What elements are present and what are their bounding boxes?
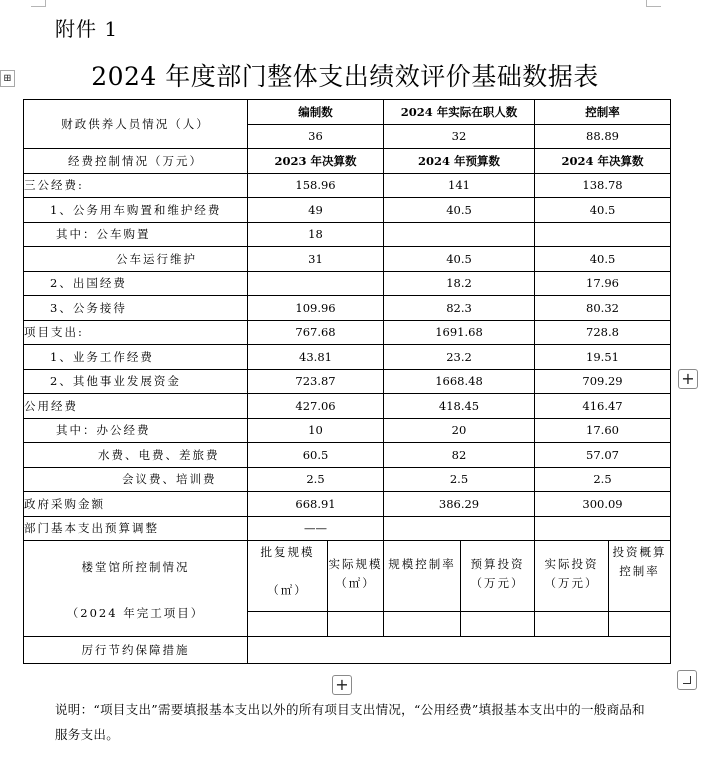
table-row — [24, 443, 671, 468]
row-value-2023: 767.68 — [248, 320, 384, 345]
row-value-2023: 109.96 — [248, 296, 384, 321]
row-value-2024-final: 2.5 — [535, 467, 671, 492]
row-label: 其中：办公经费 — [24, 418, 248, 443]
building-value-cell[interactable] — [248, 612, 328, 637]
building-header-scale-rate: 规模控制率 — [384, 541, 461, 612]
add-column-button[interactable] — [678, 369, 698, 389]
table-row — [24, 296, 671, 321]
row-label: 1、公务用车购置和维护经费 — [24, 198, 248, 223]
row-value-2024-final: 138.78 — [535, 173, 671, 198]
row-label: 水费、电费、差旅费 — [24, 443, 248, 468]
page-title: 2024 年度部门整体支出绩效评价基础数据表 — [91, 62, 599, 91]
row-value-2024-final: 709.29 — [535, 369, 671, 394]
row-value-2023: 31 — [248, 247, 384, 272]
data-table — [23, 99, 671, 664]
table-row — [24, 418, 671, 443]
row-value-2024-budget: 418.45 — [384, 394, 535, 419]
row-value-2024-budget: 82.3 — [384, 296, 535, 321]
move-cross-icon: ⊞ — [3, 73, 12, 84]
row-value-2023: 427.06 — [248, 394, 384, 419]
building-value-cell[interactable] — [328, 612, 384, 637]
funds-header-2024-budget: 2024 年预算数 — [384, 149, 535, 174]
building-label: 楼堂馆所控制情况 — [81, 560, 190, 574]
row-value-2024-budget: 141 — [384, 173, 535, 198]
table-row — [24, 320, 671, 345]
row-value-2024-final — [535, 222, 671, 247]
row-label: 公车运行维护 — [24, 247, 248, 272]
building-header-invest-rate: 投资概算控制率 — [609, 541, 671, 612]
row-value-2024-final: 40.5 — [535, 198, 671, 223]
row-label: 会议费、培训费 — [24, 467, 248, 492]
table-row — [24, 369, 671, 394]
row-value-2024-final: 300.09 — [535, 492, 671, 517]
row-value-2023: 10 — [248, 418, 384, 443]
row-value-2024-budget — [384, 222, 535, 247]
row-value-2023: 49 — [248, 198, 384, 223]
building-header-actual-invest: 实际投资（万元） — [535, 541, 609, 612]
building-header-actual-scale: 实际规模（㎡） — [328, 541, 384, 612]
row-value-2024-final: 19.51 — [535, 345, 671, 370]
building-value-cell[interactable] — [609, 612, 671, 637]
page-corner-mark-left — [31, 0, 46, 7]
thrift-measures-value[interactable] — [248, 636, 671, 663]
row-value-2023: 668.91 — [248, 492, 384, 517]
row-label: 政府采购金额 — [24, 492, 248, 517]
table-row — [24, 516, 671, 541]
table-row — [24, 345, 671, 370]
plus-icon: + — [681, 369, 695, 388]
table-resize-handle[interactable] — [677, 670, 697, 690]
row-label: 三公经费: — [24, 173, 248, 198]
row-value-2023: 18 — [248, 222, 384, 247]
row-value-2024-final: 40.5 — [535, 247, 671, 272]
table-row — [24, 467, 671, 492]
row-value-2023 — [248, 271, 384, 296]
row-value-2023: 43.81 — [248, 345, 384, 370]
budget-adjust-label: 部门基本支出预算调整 — [24, 516, 248, 541]
budget-adjust-value: —— — [248, 516, 384, 541]
row-value-2024-final: 416.47 — [535, 394, 671, 419]
row-value-2023: 158.96 — [248, 173, 384, 198]
table-move-handle[interactable] — [0, 70, 15, 87]
staff-header-actual: 2024 年实际在职人数 — [384, 100, 535, 125]
row-value-2024-final: 17.60 — [535, 418, 671, 443]
row-value-2024-budget: 18.2 — [384, 271, 535, 296]
row-label: 2、出国经费 — [24, 271, 248, 296]
plus-icon: + — [335, 675, 349, 694]
thrift-measures-label: 厉行节约保障措施 — [24, 636, 248, 663]
table-row — [24, 492, 671, 517]
row-label: 1、业务工作经费 — [24, 345, 248, 370]
building-control-label — [24, 541, 248, 637]
row-value-2023: 2.5 — [248, 467, 384, 492]
row-value-2024-budget: 1668.48 — [384, 369, 535, 394]
funds-label: 经费控制情况（万元） — [24, 149, 248, 174]
staff-value-actual: 32 — [384, 124, 535, 149]
footnote: 说明：“项目支出”需要填报基本支出以外的所有项目支出情况，“公用经费”填报基本支出中的一般商品和服务支出。 — [55, 702, 645, 742]
row-value-2024-final: 57.07 — [535, 443, 671, 468]
row-value-2024-final: 728.8 — [535, 320, 671, 345]
row-value-2024-budget: 386.29 — [384, 492, 535, 517]
row-value-2024-budget: 40.5 — [384, 247, 535, 272]
row-value-2024-budget: 1691.68 — [384, 320, 535, 345]
page-corner-mark-right — [646, 0, 661, 7]
row-value-2024-final: 17.96 — [535, 271, 671, 296]
row-value-2024-final: 80.32 — [535, 296, 671, 321]
building-value-cell[interactable] — [461, 612, 535, 637]
approved-scale-unit: （㎡） — [267, 583, 308, 597]
approved-scale-label: 批复规模 — [260, 545, 315, 559]
table-row — [24, 198, 671, 223]
row-label: 3、公务接待 — [24, 296, 248, 321]
row-label: 项目支出: — [24, 320, 248, 345]
building-value-cell[interactable] — [384, 612, 461, 637]
funds-header-2024-final: 2024 年决算数 — [535, 149, 671, 174]
row-label: 2、其他事业发展资金 — [24, 369, 248, 394]
row-value-2024-budget: 2.5 — [384, 467, 535, 492]
row-value-2024-budget: 82 — [384, 443, 535, 468]
row-value-2024-budget: 40.5 — [384, 198, 535, 223]
table-row — [24, 271, 671, 296]
funds-header-2023-final: 2023 年决算数 — [248, 149, 384, 174]
empty-cell — [384, 516, 535, 541]
building-header-approved-scale — [248, 541, 328, 612]
row-label: 公用经费 — [24, 394, 248, 419]
staff-header-rate: 控制率 — [535, 100, 671, 125]
add-row-button[interactable] — [332, 675, 352, 695]
table-row — [24, 247, 671, 272]
row-label: 其中：公车购置 — [24, 222, 248, 247]
empty-cell — [535, 516, 671, 541]
row-value-2024-budget: 23.2 — [384, 345, 535, 370]
staff-value-establishment: 36 — [248, 124, 384, 149]
row-value-2023: 60.5 — [248, 443, 384, 468]
row-value-2024-budget: 20 — [384, 418, 535, 443]
staff-value-rate: 88.89 — [535, 124, 671, 149]
staff-header-establishment: 编制数 — [248, 100, 384, 125]
row-value-2023: 723.87 — [248, 369, 384, 394]
building-sublabel: （2024 年完工项目） — [66, 606, 205, 620]
building-value-cell[interactable] — [535, 612, 609, 637]
table-row — [24, 173, 671, 198]
table-row — [24, 394, 671, 419]
building-header-budget-invest: 预算投资（万元） — [461, 541, 535, 612]
table-row — [24, 222, 671, 247]
staff-label: 财政供养人员情况（人） — [24, 100, 248, 149]
attachment-label: 附件 1 — [55, 17, 119, 41]
